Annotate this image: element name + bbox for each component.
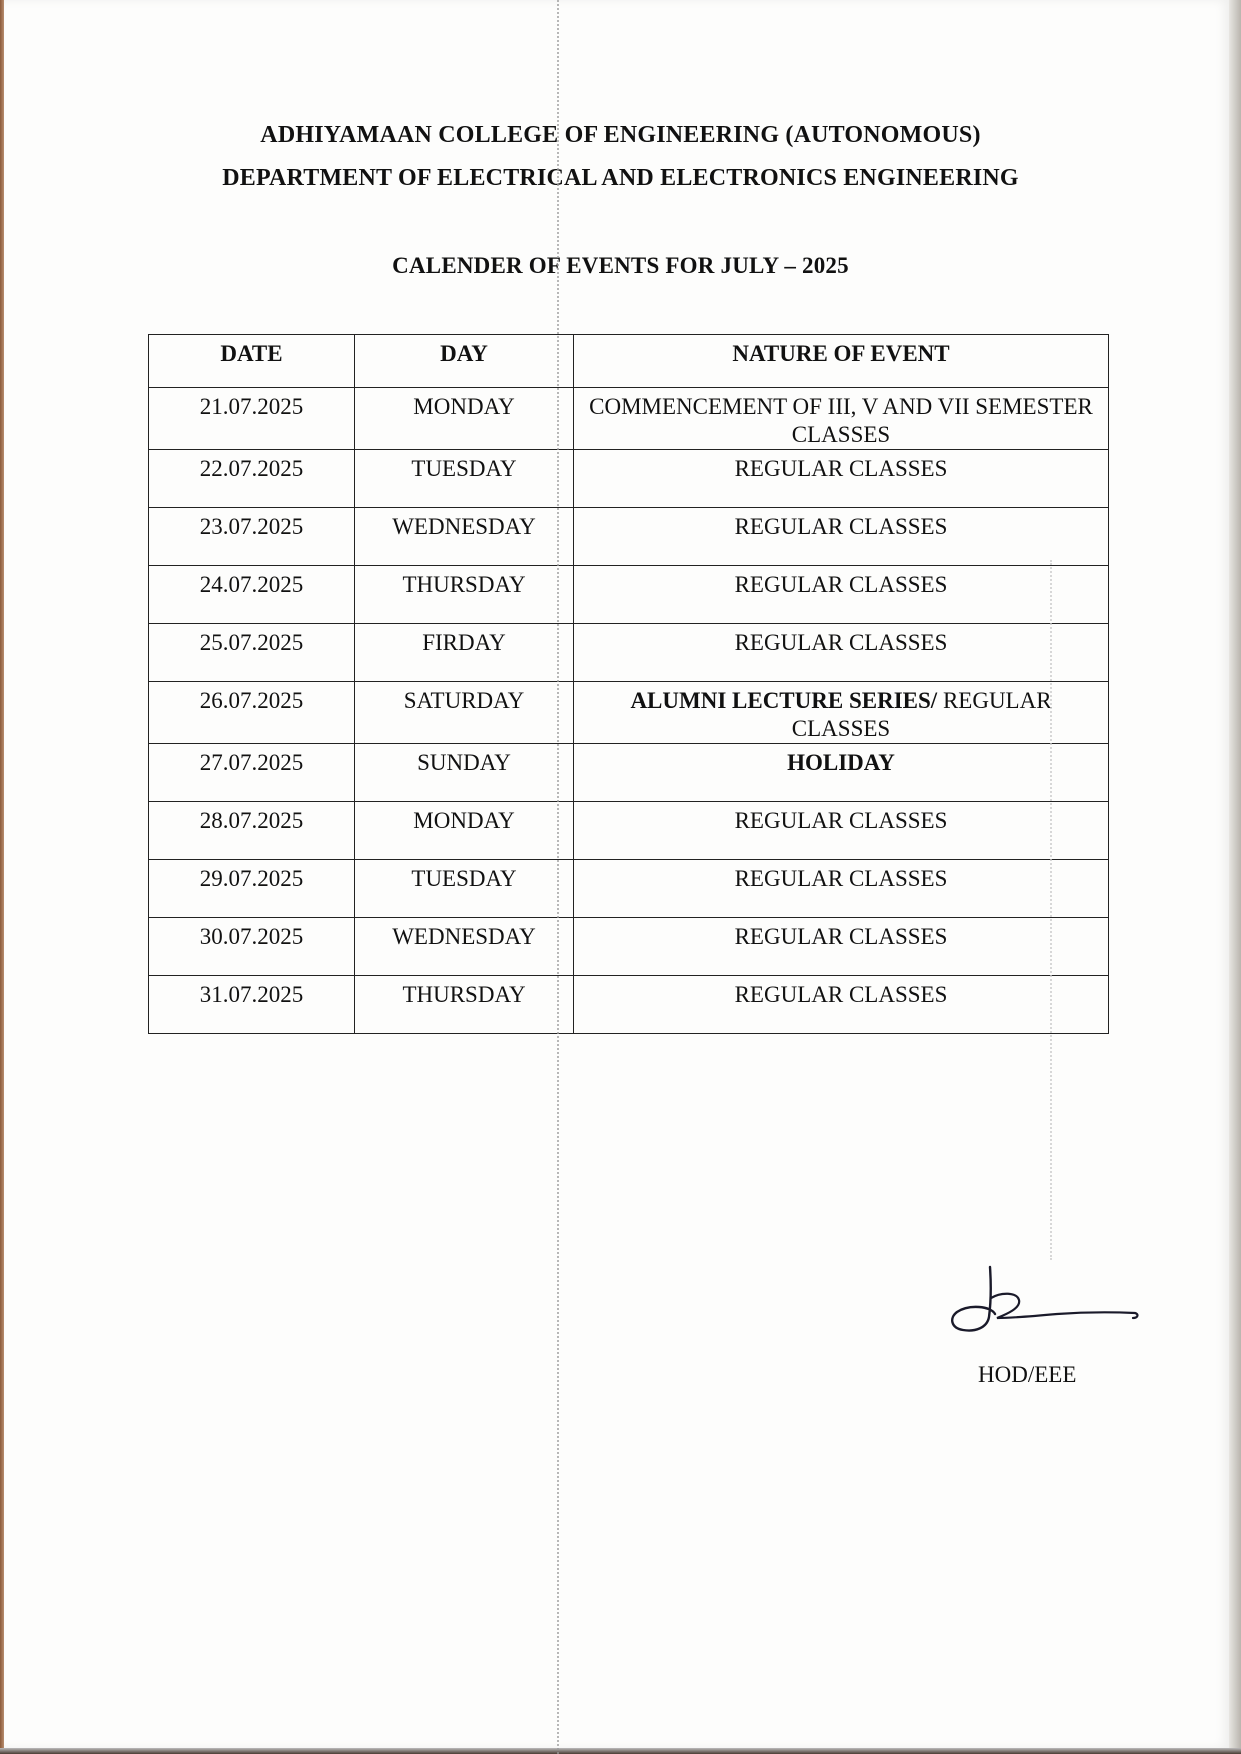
date-cell: 22.07.2025 xyxy=(149,450,355,508)
event-text: REGULAR CLASSES xyxy=(734,630,948,655)
date-cell: 21.07.2025 xyxy=(149,388,355,450)
table-row xyxy=(149,388,1109,450)
column-header-date: DATE xyxy=(149,335,355,388)
day-cell: THURSDAY xyxy=(355,976,574,1034)
date-cell: 24.07.2025 xyxy=(149,566,355,624)
event-text: REGULAR CLASSES xyxy=(734,572,948,597)
event-cell xyxy=(574,802,1109,860)
event-text: REGULAR CLASSES xyxy=(734,514,948,539)
event-text: COMMENCEMENT OF III, V AND VII SEMESTER CLASSES xyxy=(589,394,1093,447)
table-row xyxy=(149,744,1109,802)
event-bold-text: ALUMNI LECTURE SERIES/ xyxy=(630,688,938,713)
day-cell: MONDAY xyxy=(355,802,574,860)
table-row xyxy=(149,802,1109,860)
event-cell xyxy=(574,860,1109,918)
event-text: REGULAR CLASSES xyxy=(734,808,948,833)
date-cell: 30.07.2025 xyxy=(149,918,355,976)
event-text: REGULAR CLASSES xyxy=(734,924,948,949)
date-cell: 31.07.2025 xyxy=(149,976,355,1034)
day-cell: TUESDAY xyxy=(355,450,574,508)
date-cell: 26.07.2025 xyxy=(149,682,355,744)
page-edge-bottom xyxy=(0,1748,1241,1754)
day-cell: SUNDAY xyxy=(355,744,574,802)
event-bold-text: HOLIDAY xyxy=(787,750,895,775)
event-text: REGULAR CLASSES xyxy=(734,866,948,891)
day-cell: FIRDAY xyxy=(355,624,574,682)
signatory-label: HOD/EEE xyxy=(978,1362,1077,1387)
column-header-day: DAY xyxy=(355,335,574,388)
event-cell xyxy=(574,450,1109,508)
table-row xyxy=(149,450,1109,508)
column-header-event: NATURE OF EVENT xyxy=(574,335,1109,388)
date-cell: 29.07.2025 xyxy=(149,860,355,918)
day-cell: TUESDAY xyxy=(355,860,574,918)
table-row xyxy=(149,566,1109,624)
date-cell: 23.07.2025 xyxy=(149,508,355,566)
day-cell: MONDAY xyxy=(355,388,574,450)
table-header-row xyxy=(149,335,1109,388)
event-cell xyxy=(574,624,1109,682)
day-cell: WEDNESDAY xyxy=(355,918,574,976)
table-row xyxy=(149,624,1109,682)
day-cell: THURSDAY xyxy=(355,566,574,624)
day-cell: SATURDAY xyxy=(355,682,574,744)
day-cell: WEDNESDAY xyxy=(355,508,574,566)
date-cell: 25.07.2025 xyxy=(149,624,355,682)
event-text: REGULAR CLASSES xyxy=(734,456,948,481)
event-cell xyxy=(574,918,1109,976)
table-row xyxy=(149,682,1109,744)
event-text: REGULAR CLASSES xyxy=(734,982,948,1007)
event-cell xyxy=(574,976,1109,1034)
event-text: REGULAR CLASSES xyxy=(791,688,1052,741)
table-row xyxy=(149,918,1109,976)
table-row xyxy=(149,976,1109,1034)
date-cell: 27.07.2025 xyxy=(149,744,355,802)
event-cell xyxy=(574,566,1109,624)
department-name: DEPARTMENT OF ELECTRICAL AND ELECTRONICS ENGINEERING xyxy=(222,165,1019,191)
document-title: CALENDER OF EVENTS FOR JULY – 2025 xyxy=(392,253,849,278)
events-table xyxy=(148,334,1109,1034)
event-cell xyxy=(574,508,1109,566)
event-cell xyxy=(574,682,1109,744)
event-cell xyxy=(574,388,1109,450)
event-cell xyxy=(574,744,1109,802)
table-row xyxy=(149,860,1109,918)
paper-fold-line xyxy=(557,0,559,1754)
hod-signature xyxy=(945,1262,1145,1342)
date-cell: 28.07.2025 xyxy=(149,802,355,860)
table-row xyxy=(149,508,1109,566)
paper-fold-line-right xyxy=(1050,560,1052,1260)
college-name: ADHIYAMAAN COLLEGE OF ENGINEERING (AUTONOMOUS) xyxy=(260,122,981,148)
